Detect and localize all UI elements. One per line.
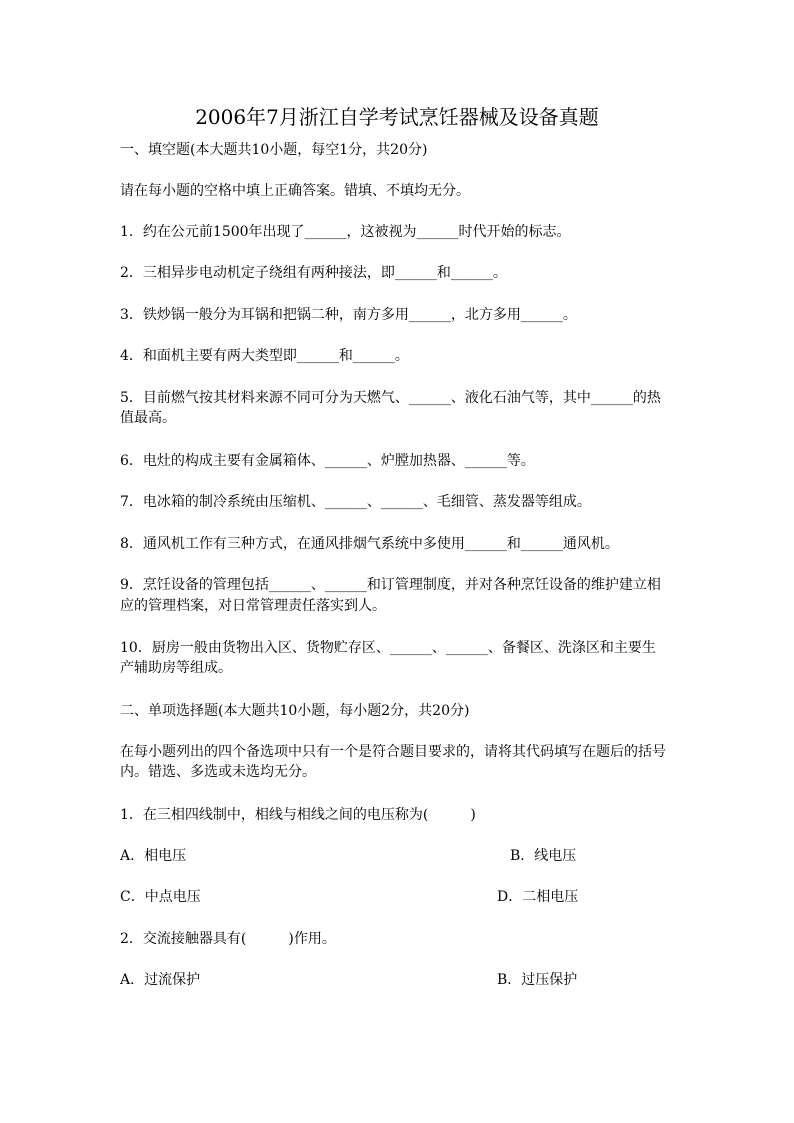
q1-option-a: A．相电压: [120, 848, 187, 864]
question-6: 6．电灶的构成主要有金属箱体、______、炉膛加热器、______等。: [120, 453, 535, 469]
question-9-line1: 9．烹饪设备的管理包括______、______和订管理制度，并对各种烹饪设备的维护建立相: [120, 577, 661, 593]
question-3: 3．铁炒锅一般分为耳锅和把锅二种，南方多用______，北方多用______。: [120, 307, 577, 323]
q1-option-b: B．线电压: [510, 848, 577, 864]
question-5-line2: 值最高。: [120, 410, 176, 426]
q2-option-b: B．过压保护: [497, 972, 578, 988]
q1-option-c: C．中点电压: [120, 889, 201, 905]
question-10-line1: 10．厨房一般由货物出入区、货物贮存区、______、______、备餐区、洗涤区和主要生: [120, 640, 656, 656]
section2-heading: 二、单项选择题(本大题共10小题，每小题2分，共20分): [120, 703, 470, 719]
question-9-line2: 应的管理档案，对日常管理责任落实到人。: [120, 598, 386, 614]
choice-question-2: 2．交流接触器具有( )作用。: [120, 931, 336, 947]
question-5-line1: 5．目前燃气按其材料来源不同可分为天燃气、______、液化石油气等，其中______的热: [120, 390, 661, 406]
question-4: 4．和面机主要有两大类型即______和______。: [120, 348, 409, 364]
question-1: 1．约在公元前1500年出现了______，这被视为______时代开始的标志。: [120, 224, 571, 240]
section1-instruction: 请在每小题的空格中填上正确答案。错填、不填均无分。: [120, 183, 470, 199]
choice-question-1: 1．在三相四线制中，相线与相线之间的电压称为( ): [120, 807, 476, 823]
section2-instruction-line1: 在每小题列出的四个备选项中只有一个是符合题目要求的，请将其代码填写在题后的括号: [120, 744, 666, 760]
section1-heading: 一、填空题(本大题共10小题，每空1分，共20分): [120, 142, 428, 158]
page-title: 2006年7月浙江自学考试烹饪器械及设备真题: [195, 105, 599, 129]
question-10-line2: 产辅助房等组成。: [120, 660, 232, 676]
q1-option-d: D．二相电压: [497, 889, 579, 905]
q2-option-a: A．过流保护: [120, 972, 201, 988]
question-8: 8．通风机工作有三种方式，在通风排烟气系统中多使用______和______通风机。: [120, 536, 619, 552]
section2-instruction-line2: 内。错选、多选或未选均无分。: [120, 764, 316, 780]
question-2: 2．三相异步电动机定子绕组有两种接法，即______和______。: [120, 265, 507, 281]
question-7: 7．电冰箱的制冷系统由压缩机、______、______、毛细管、蒸发器等组成。: [120, 494, 591, 510]
